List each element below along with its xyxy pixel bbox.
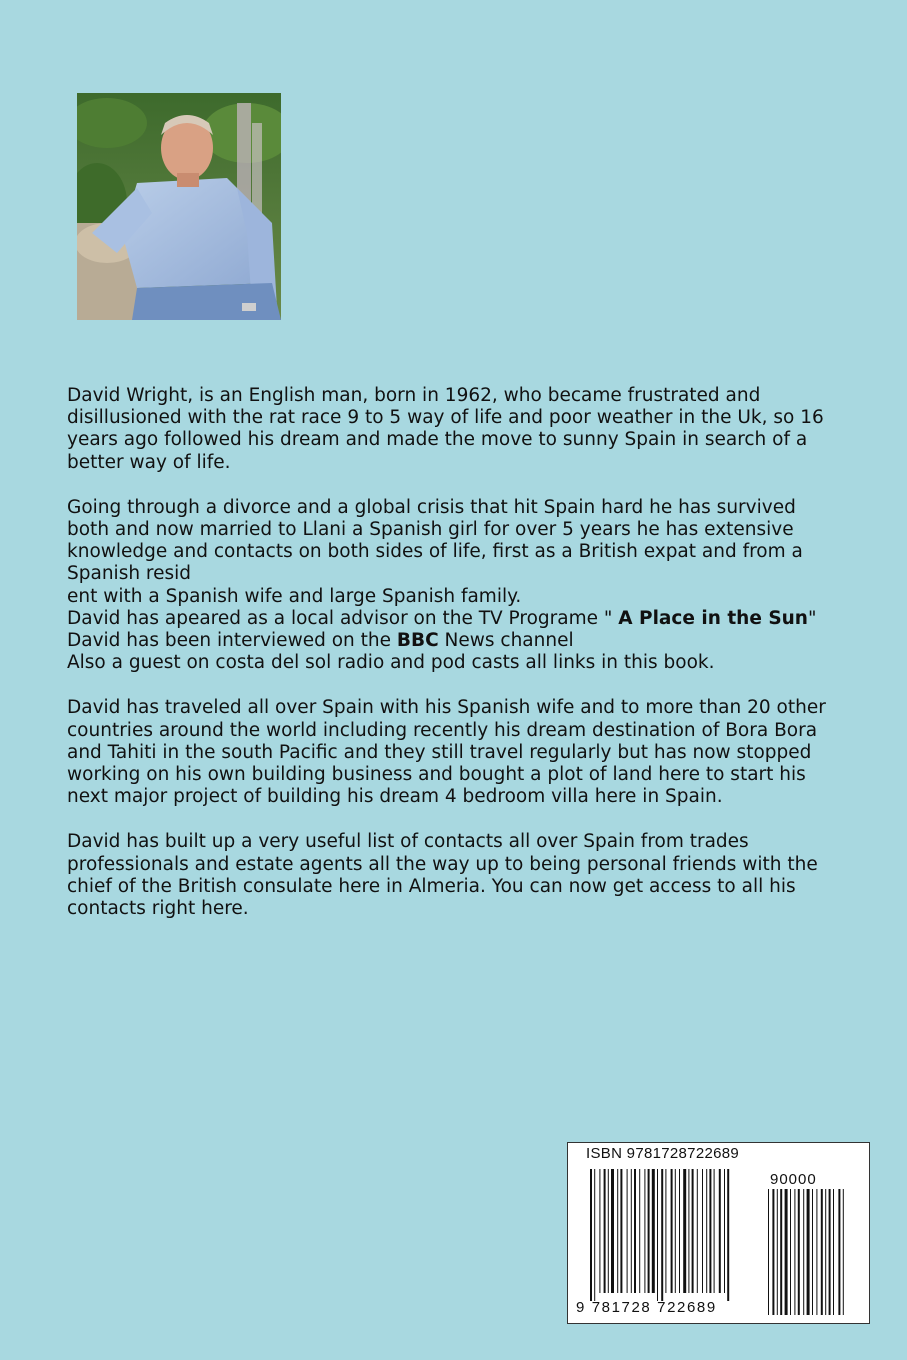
bio-line: disillusioned with the rat race 9 to 5 way of life and poor weather in the Uk, so 16 bbox=[67, 407, 824, 429]
addon-bar bbox=[785, 1189, 788, 1315]
barcode-bar bbox=[627, 1169, 628, 1293]
addon-bar bbox=[812, 1189, 813, 1315]
addon-bar bbox=[768, 1189, 769, 1315]
barcode-bar bbox=[594, 1169, 595, 1301]
addon-bar bbox=[780, 1189, 782, 1315]
bbc-line bbox=[67, 630, 867, 652]
isbn-barcode bbox=[567, 1142, 870, 1324]
barcode-bar bbox=[719, 1169, 721, 1293]
barcode-bar bbox=[688, 1169, 689, 1293]
barcode-bar bbox=[652, 1169, 655, 1293]
barcode-bar bbox=[724, 1169, 725, 1293]
barcode-bar bbox=[706, 1169, 707, 1293]
bio-line: Going through a divorce and a global crisis that hit Spain hard he has survived bbox=[67, 496, 796, 518]
bio-line: next major project of building his dream 4 bedroom villa here in Spain. bbox=[67, 786, 723, 808]
barcode-bar bbox=[665, 1169, 666, 1293]
addon-bar bbox=[821, 1189, 823, 1315]
barcode-bar bbox=[661, 1169, 663, 1301]
bio-line: Spanish resid bbox=[67, 563, 192, 585]
barcode-bar bbox=[604, 1169, 606, 1293]
tv-line-prefix: David has apeared as a local advisor on the TV Programe " bbox=[67, 607, 619, 629]
addon-bar bbox=[816, 1189, 817, 1315]
barcode-bar bbox=[639, 1169, 640, 1293]
bio-line: chief of the British consulate here in Almeria. You can now get access to all his bbox=[67, 875, 796, 897]
bbc-name: BBC bbox=[396, 630, 439, 652]
barcode-bar bbox=[599, 1169, 600, 1293]
addon-bar bbox=[807, 1189, 810, 1315]
radio-line: Also a guest on costa del sol radio and pod casts all links in this book. bbox=[67, 652, 715, 674]
barcode-bar bbox=[590, 1169, 592, 1301]
barcode-bar bbox=[727, 1169, 729, 1301]
isbn-label: ISBN 9781728722689 bbox=[586, 1145, 740, 1162]
bio-line: countries around the world including recently his dream destination of Bora Bora bbox=[67, 719, 818, 741]
bio-paragraph-3 bbox=[67, 697, 867, 808]
addon-bar bbox=[833, 1189, 834, 1315]
addon-digits: 90000 bbox=[770, 1171, 817, 1188]
bio-line: contacts right here. bbox=[67, 898, 249, 920]
barcode-bar bbox=[644, 1169, 645, 1293]
barcode-bar bbox=[702, 1169, 703, 1293]
barcode-bar bbox=[611, 1169, 614, 1293]
addon-bar bbox=[843, 1189, 844, 1315]
author-photo bbox=[77, 93, 281, 320]
bio-line: working on his own building business and bought a plot of land here to start his bbox=[67, 764, 806, 786]
addon-bar bbox=[838, 1189, 840, 1315]
bio-line: David Wright, is an English man, born in 1962, who became frustrated and bbox=[67, 385, 761, 406]
bio-paragraph-4 bbox=[67, 831, 867, 920]
barcode-bar bbox=[714, 1169, 715, 1293]
addon-bar bbox=[803, 1189, 804, 1315]
bio-line: ent with a Spanish wife and large Spanish family. bbox=[67, 585, 522, 607]
barcode-bar bbox=[657, 1169, 658, 1301]
bio-paragraph-2 bbox=[67, 497, 867, 675]
barcode-bar bbox=[617, 1169, 618, 1293]
bio-line: and Tahiti in the south Pacific and they still travel regularly but has now stopped bbox=[67, 741, 812, 763]
ean-digits: 9 781728 722689 bbox=[576, 1299, 717, 1316]
addon-bar bbox=[829, 1189, 831, 1315]
addon-bar bbox=[825, 1189, 826, 1315]
barcode-bar bbox=[620, 1169, 622, 1293]
author-bio bbox=[67, 385, 867, 943]
barcode-bars bbox=[568, 1143, 869, 1323]
bio-line: years ago followed his dream and made the move to sunny Spain in search of a bbox=[67, 429, 808, 451]
barcode-bar bbox=[683, 1169, 686, 1293]
barcode-bar bbox=[631, 1169, 632, 1293]
addon-bar bbox=[798, 1189, 800, 1315]
barcode-bar bbox=[608, 1169, 609, 1293]
addon-bar bbox=[777, 1189, 778, 1315]
barcode-bar bbox=[692, 1169, 694, 1293]
bio-line: professionals and estate agents all the way up to being personal friends with the bbox=[67, 853, 818, 875]
bio-line: David has traveled all over Spain with his Spanish wife and to more than 20 other bbox=[67, 697, 826, 719]
bio-line: better way of life. bbox=[67, 451, 231, 473]
bio-line: both and now married to Llani a Spanish girl for over 5 years he has extensive bbox=[67, 519, 794, 541]
bio-line: David has built up a very useful list of contacts all over Spain from trades bbox=[67, 831, 749, 853]
barcode-bar bbox=[679, 1169, 680, 1293]
tv-line bbox=[67, 608, 867, 630]
bbc-line-suffix: News channel bbox=[438, 630, 574, 652]
tv-show-title: A Place in the Sun bbox=[618, 607, 808, 629]
bio-line: knowledge and contacts on both sides of life, first as a British expat and from a bbox=[67, 541, 803, 563]
barcode-bar bbox=[671, 1169, 673, 1293]
addon-bar bbox=[790, 1189, 791, 1315]
addon-bar bbox=[772, 1189, 774, 1315]
tv-line-suffix: " bbox=[807, 607, 817, 629]
barcode-bar bbox=[675, 1169, 676, 1293]
bio-paragraph-1 bbox=[67, 385, 867, 474]
barcode-bar bbox=[648, 1169, 650, 1293]
barcode-bar bbox=[634, 1169, 636, 1293]
barcode-bar bbox=[697, 1169, 698, 1293]
author-photo-image bbox=[77, 93, 281, 320]
bbc-line-prefix: David has been interviewed on the bbox=[67, 630, 397, 652]
addon-bar bbox=[794, 1189, 795, 1315]
barcode-bar bbox=[709, 1169, 711, 1293]
